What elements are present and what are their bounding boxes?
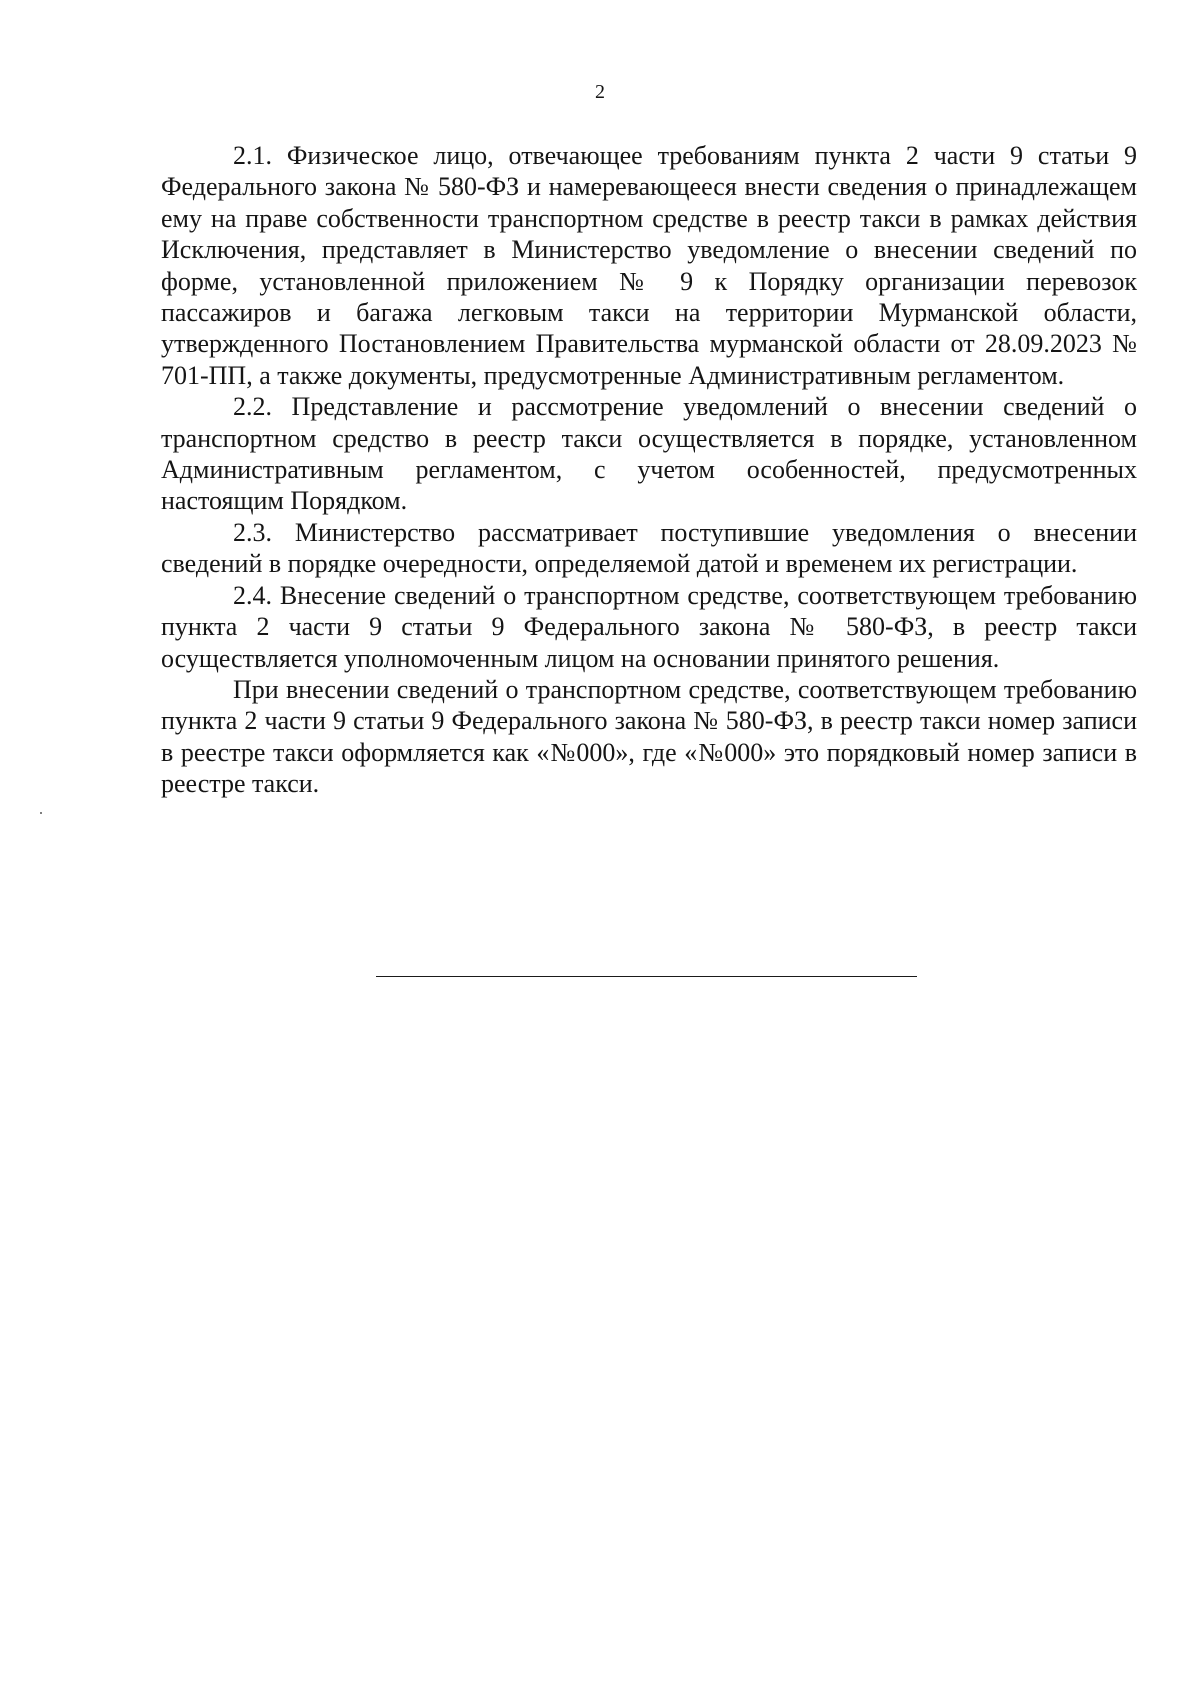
paragraph-record-number: При внесении сведений о транспортном средстве, соответствующем требованию пункта 2 части 9 статьи 9 Федерального закона № 580-ФЗ, в реестр такси номер записи в реестре такси оформляется как «№000», где «№000» это порядковый номер записи в реестре такси. bbox=[161, 674, 1137, 799]
document-body bbox=[161, 140, 1137, 800]
end-divider-line bbox=[376, 976, 917, 977]
paragraph-2-1: 2.1. Физическое лицо, отвечающее требованиям пункта 2 части 9 статьи 9 Федерального закона № 580-ФЗ и намеревающееся внести сведения о принадлежащем ему на праве собственности транспортном средстве в реестр такси в рамках действия Исключения, представляет в Министерство уведомление о внесении сведений по форме, установленной приложением № 9 к Порядку организации перевозок пассажиров и багажа легковым такси на территории Мурманской области, утвержденного Постановлением Правительства мурманской области от 28.09.2023 № 701-ПП, а также документы, предусмотренные Административным регламентом. bbox=[161, 141, 1137, 390]
paragraph-2-4: 2.4. Внесение сведений о транспортном средстве, соответствующем требованию пункта 2 части 9 статьи 9 Федерального закона № 580-ФЗ, в реестр такси осуществляется уполномоченным лицом на основании принятого решения. bbox=[161, 580, 1137, 673]
scan-speck bbox=[40, 812, 42, 814]
paragraph-2-3: 2.3. Министерство рассматривает поступившие уведомления о внесении сведений в порядке очередности, определяемой датой и временем их регистрации. bbox=[161, 517, 1137, 579]
paragraph-2-2: 2.2. Представление и рассмотрение уведомлений о внесении сведений о транспортном средство в реестр такси осуществляется в порядке, установленном Административным регламентом, с учетом особенностей, предусмотренных настоящим Порядком. bbox=[161, 392, 1137, 516]
page-number: 2 bbox=[595, 81, 605, 103]
